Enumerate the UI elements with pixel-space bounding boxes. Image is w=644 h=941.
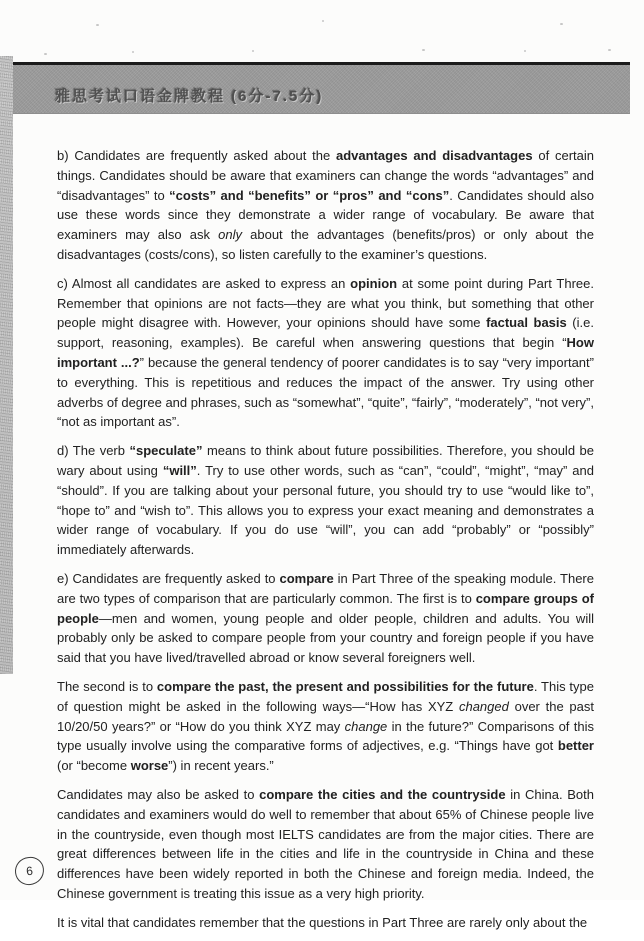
scan-speck	[44, 53, 47, 55]
paragraph	[57, 441, 594, 560]
text-run: advantages and disadvantages	[336, 148, 533, 163]
text-run: opinion	[350, 275, 398, 291]
text-run: in Part Three of the speaking module. There are two types of comparison that are particularly common. The first is to	[57, 570, 594, 606]
text-run: Candidates may also be asked to	[57, 786, 260, 802]
scan-speck	[96, 24, 99, 26]
text-run: about the advantages (benefits/pros) or only about the disadvantages (costs/cons), so listen carefully to the examiner’s questions.	[57, 227, 594, 262]
text-run: —men and women, young people and older people, children and adults. You will probably only be asked to compare people from your country and foreign people if you have said that you have lived/travelled abroad or know several foreigners well.	[57, 610, 594, 666]
text-run: e) Candidates are frequently asked to	[57, 570, 280, 586]
banner-title: 雅思考试口语金牌教程 (6分-7.5分)	[55, 88, 324, 105]
scan-speck	[608, 49, 611, 51]
document-body	[57, 146, 594, 941]
scan-speck	[422, 49, 425, 51]
text-run: changed	[458, 698, 509, 714]
paragraph	[57, 146, 594, 265]
text-run: It is vital that candidates remember that the questions in Part Three are rarely only about the	[57, 914, 588, 930]
chapter-header-banner	[13, 62, 630, 114]
paragraph	[57, 274, 594, 432]
scan-speck	[252, 50, 254, 52]
text-run: c) Almost all candidates are asked to express an	[57, 275, 351, 291]
text-run: compare the cities and the countryside	[259, 786, 506, 802]
text-run: (or “become	[57, 758, 131, 774]
scan-speck	[132, 51, 134, 53]
text-run: means to think about future possibilities. Therefore, you should be wary about using	[57, 443, 594, 478]
text-run: in the future?” Comparisons of this type usually involve using the comparative forms of adjectives, e.g. “Things have got	[57, 718, 594, 754]
text-run: compare	[279, 570, 334, 586]
text-run: “speculate”	[129, 443, 203, 459]
scan-speck	[322, 20, 324, 22]
spine-shadow	[0, 56, 13, 674]
text-run: “will”	[162, 462, 197, 478]
page-number-badge	[14, 856, 46, 887]
paragraphs	[57, 146, 594, 932]
text-run: b) Candidates are frequently asked about the	[57, 148, 337, 163]
text-run: ” because the general tendency of poorer candidates is to say “very important” to everything. This is repetitious and reduces the impact of the answer. Try using other adverbs of degree and phrases, such as “somewhat”, “quite”, “fairly”, “moderately”, “not very”, “not as important as”.	[57, 354, 594, 430]
text-run: only	[218, 227, 242, 243]
paragraph	[57, 785, 594, 904]
text-run: . This type of question might be asked in the following ways—“How has XYZ	[57, 678, 595, 714]
paragraph	[57, 569, 594, 668]
text-run: over the past 10/20/50 years?” or “How do you think XYZ may	[57, 698, 594, 734]
text-run: compare the past, the present and possibilities for the future	[156, 678, 534, 694]
text-run: better	[557, 738, 594, 754]
scan-speck	[524, 50, 526, 52]
text-run: ”) in recent years.”	[168, 758, 274, 774]
text-run: (i.e. support, reasoning, examples). Be careful when answering questions that begin “	[57, 315, 594, 351]
text-run: “costs” and “benefits” or “pros” and “cons”	[169, 187, 450, 203]
text-run: factual basis	[486, 315, 567, 331]
text-run: The second is to	[57, 678, 157, 694]
text-run: How important ...?	[57, 335, 594, 370]
text-run: . Candidates should also use these words since they demonstrate a wider range of vocabulary. Be aware that examiners may also ask	[57, 187, 594, 243]
text-run: . Try to use other words, such as “can”, “could”, “might”, “may” and “should”. If you are talking about your personal future, you should try to use “would like to”, “hope to” and “wish to”. This allows you to express your exact meaning and demonstrates a wider range of vocabulary. If you do use “will”, you can add “probably” or “possibly” immediately afterwards.	[57, 462, 594, 558]
text-run: compare groups of people	[57, 590, 594, 626]
text-run: of certain things. Candidates should be aware that examiners can change the words “advantages” and “disadvantages” to	[57, 148, 594, 203]
text-run: worse	[130, 758, 169, 774]
paragraph	[57, 913, 594, 933]
text-run: d) The verb	[57, 443, 130, 459]
scan-speck	[560, 23, 563, 25]
page-number: 6	[25, 863, 34, 879]
text-run: change	[344, 718, 388, 734]
text-run: at some point during Part Three. Remember that opinions are not facts—they are what you think, but something that other people might disagree with. However, your opinions should have some	[57, 275, 594, 331]
text-run: in China. Both candidates and examiners would do well to remember that about 65% of Chinese people live in the countryside, even though most IELTS candidates are from the major cities. There are great differences between life in the cities and life in the countryside in China and these differences have been widely reported in both the Chinese and foreign media. Indeed, the Chinese government is treating this issue as a very high priority.	[57, 786, 594, 901]
paragraph	[57, 677, 594, 776]
